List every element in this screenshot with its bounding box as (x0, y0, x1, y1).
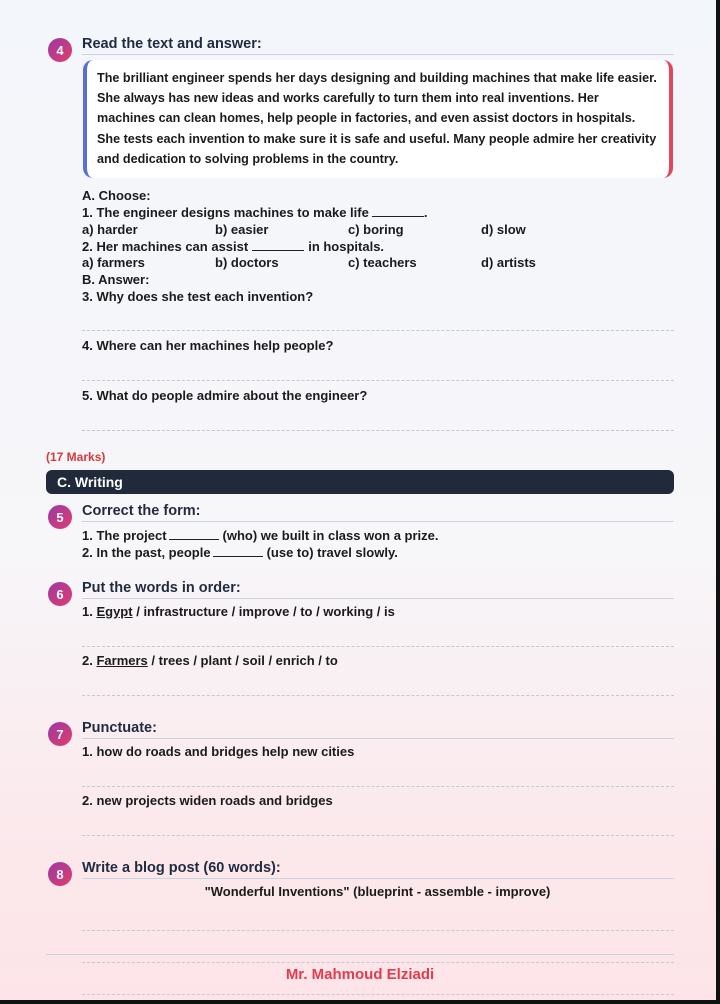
order-item-2: 2. Farmers / trees / plant / soil / enrich / to (82, 653, 338, 668)
reading-passage: The brilliant engineer spends her days designing and building machines that make life easier. She always has new ideas and works carefully to turn them into real inventions. Her machines can clean homes, help people in factories, and even assist doctors in hospitals. She tests each invention to make sure it is safe and useful. Many people admire her creativity and dedication to solving problems in the country. (83, 60, 673, 178)
author-footer: Mr. Mahmoud Elziadi (285, 966, 435, 983)
question-5: 5. What do people admire about the engineer? (82, 388, 368, 403)
option-c[interactable]: c) teachers (348, 255, 417, 270)
answer-line[interactable] (82, 786, 674, 787)
question-number-badge: 8 (48, 862, 72, 886)
answer-line[interactable] (82, 930, 674, 931)
question-2: 2. Her machines can assist in hospitals. (82, 239, 385, 254)
question-1: 1. The engineer designs machines to make life . (82, 205, 428, 220)
answer-line[interactable] (82, 430, 674, 431)
question-6-header (48, 580, 674, 604)
option-d[interactable]: d) artists (481, 255, 536, 270)
answer-line[interactable] (82, 835, 674, 836)
correct-form-2: 2. In the past, people (use to) travel slowly. (82, 545, 398, 560)
writing-section-header: C. Writing (46, 470, 674, 494)
answer-line[interactable] (82, 330, 674, 331)
question-8-header (48, 860, 674, 884)
blog-prompt: "Wonderful Inventions" (blueprint - assemble - improve) (204, 884, 551, 899)
option-d[interactable]: d) slow (481, 222, 526, 237)
answer-label: B. Answer: (82, 272, 150, 287)
answer-line[interactable] (82, 994, 674, 995)
answer-blank[interactable] (372, 206, 424, 217)
answer-line[interactable] (82, 380, 674, 381)
question-4-header (48, 36, 674, 60)
option-b[interactable]: b) easier (215, 222, 269, 237)
question-number-badge: 5 (48, 505, 72, 529)
option-c[interactable]: c) boring (348, 222, 404, 237)
bottom-border (0, 1000, 720, 1004)
question-number-badge: 6 (48, 582, 72, 606)
punctuate-item-1: 1. how do roads and bridges help new cities (82, 744, 355, 759)
answer-blank[interactable] (213, 546, 263, 557)
right-border (716, 0, 720, 1004)
punctuate-item-2: 2. new projects widen roads and bridges (82, 793, 333, 808)
question-4: 4. Where can her machines help people? (82, 338, 334, 353)
correct-form-1: 1. The project (who) we built in class won a prize. (82, 528, 439, 543)
option-a[interactable]: a) harder (82, 222, 138, 237)
answer-blank[interactable] (252, 240, 304, 251)
answer-line[interactable] (82, 646, 674, 647)
question-number-badge: 7 (48, 722, 72, 746)
answer-blank[interactable] (169, 529, 219, 540)
choose-label: A. Choose: (82, 188, 151, 203)
section-title: Correct the form: (82, 503, 674, 522)
footer-divider (46, 954, 674, 955)
option-b[interactable]: b) doctors (215, 255, 279, 270)
question-3: 3. Why does she test each invention? (82, 289, 314, 304)
order-item-1: 1. Egypt / infrastructure / improve / to / working / is (82, 604, 395, 619)
question-number-badge: 4 (48, 38, 72, 62)
marks-label: (17 Marks) (46, 450, 106, 464)
section-title: Punctuate: (82, 720, 674, 739)
section-title: Write a blog post (60 words): (82, 860, 674, 879)
question-5-header (48, 503, 674, 527)
question-7-header (48, 720, 674, 744)
answer-line[interactable] (82, 695, 674, 696)
section-title: Read the text and answer: (82, 36, 674, 55)
option-a[interactable]: a) farmers (82, 255, 145, 270)
section-title: Put the words in order: (82, 580, 674, 599)
answer-line[interactable] (82, 962, 674, 963)
